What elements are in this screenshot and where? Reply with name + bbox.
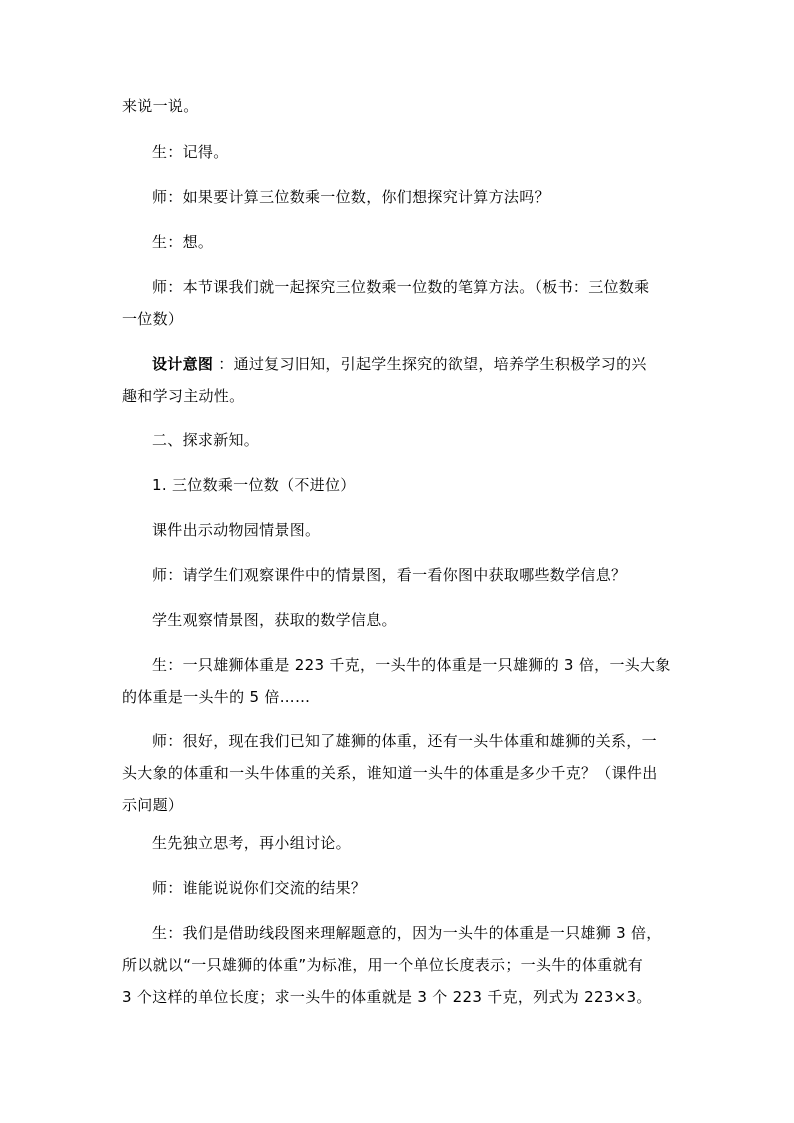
paragraph-line: 师：本节课我们就一起探究三位数乘一位数的笔算方法。（板书：三位数乘 [152, 278, 650, 296]
paragraph-line: 二、探求新知。 [152, 431, 260, 449]
paragraph-line: 生先独立思考，再小组讨论。 [152, 834, 351, 852]
paragraph-line: 生：记得。 [152, 143, 229, 161]
paragraph-line: 趣和学习主动性。 [122, 387, 245, 405]
paragraph-line: 头大象的体重和一头牛体重的关系，谁知道一头牛的体重是多少千克？（课件出 [122, 764, 658, 782]
paragraph-3 [122, 181, 684, 213]
paragraph-line: 师：很好，现在我们已知了雄狮的体重，还有一头牛体重和雄狮的关系，一 [152, 732, 657, 750]
paragraph-line [122, 348, 684, 380]
paragraph-line: 所以就以“一只雄狮的体重”为标准，用一个单位长度表示；一头牛的体重就有 [122, 956, 644, 974]
design-intent-paragraph [122, 348, 684, 412]
paragraph-4 [122, 226, 684, 258]
paragraph-line: 师：谁能说说你们交流的结果？ [152, 879, 367, 897]
subsection-heading [122, 469, 684, 501]
paragraph-line: 学生观察情景图，获取的数学信息。 [152, 611, 397, 629]
paragraph-line: 课件出示动物园情景图。 [152, 521, 321, 539]
paragraph-line: 1. 三位数乘一位数（不进位） [152, 476, 356, 494]
paragraph-16 [122, 917, 684, 1013]
paragraph-11 [122, 604, 684, 636]
paragraph-line: 3 个这样的单位长度；求一头牛的体重就是 3 个 223 千克，列式为 223×3。 [122, 988, 652, 1006]
paragraph-10 [122, 559, 684, 591]
paragraph-14 [122, 827, 684, 859]
paragraph-line: 师：如果要计算三位数乘一位数，你们想探究计算方法吗？ [152, 188, 550, 206]
paragraph-2 [122, 136, 684, 168]
paragraph-5 [122, 271, 684, 335]
paragraph-line: 生：一只雄狮体重是 223 千克，一头牛的体重是一只雄狮的 3 倍，一头大象 [152, 656, 671, 674]
paragraph-line: 的体重是一头牛的 5 倍…… [122, 688, 311, 706]
paragraph-line: 一位数） [122, 310, 184, 328]
paragraph-line: 生：我们是借助线段图来理解题意的，因为一头牛的体重是一只雄狮 3 倍， [152, 924, 662, 942]
paragraph-line: 示问题） [122, 796, 184, 814]
paragraph-line: 师：请学生们观察课件中的情景图，看一看你图中获取哪些数学信息？ [152, 566, 627, 584]
design-intent-text: ：通过复习旧知，引起学生探究的欲望，培养学生积极学习的兴 [213, 355, 647, 373]
paragraph-1 [122, 90, 684, 122]
paragraph-line: 来说一说。 [122, 97, 199, 115]
paragraph-9 [122, 514, 684, 546]
paragraph-13 [122, 725, 684, 821]
design-intent-label: 设计意图 [152, 355, 214, 373]
paragraph-12 [122, 649, 684, 713]
section-heading [122, 424, 684, 456]
paragraph-15 [122, 872, 684, 904]
paragraph-line: 生：想。 [152, 233, 214, 251]
